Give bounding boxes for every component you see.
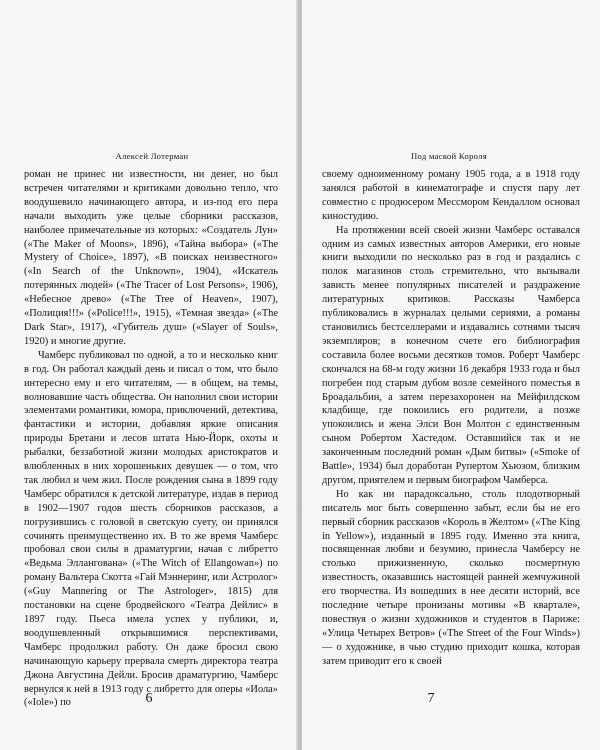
paragraph: роман не принес ни известности, ни денег, но был встречен читателями и критиками довольно тепло, что воодушевило начинающего автора, и из-под его пера начали выходить уже целые сборники рассказов, наиболее примечательные из которых: «Создатель Лун» («The Maker of Moons», 1896), «Тайна выбора» («The Mystery of Choice», 1897), «В поисках неизвестного» («In Search of the Unknown», 1904), «Искатель потерянных людей» («The Tracer of Lost Persons», 1906), «Небесное древо» («The Tree of Heaven», 1907), «Полиция!!!» («Police!!!», 1915), «Темная звезда» («The Dark Star», 1917), «Губитель душ» («Slayer of Souls», 1920) и многие другие. [24,169,278,347]
paragraph: На протяжении всей своей жизни Чамберс оставался одним из самых известных авторов Америки, его новые книги выходили по несколько раз в год и раздались с полок магазинов столь стремительно, что вызывали зависть менее популярных писателей и раздражение литературных критиков. Рассказы Чамберса публиковались в журналах целыми сериями, а романы становились бестселлерами и издавались сотнями тысяч экземпляров; в конечном счете его библиография составила более восьми десятков томов. Роберт Чамберс скончался на 68-м году жизни 16 декабря 1933 года и был погребен под старым дубом возле семейного поместья в Броадальбин, а затем перезахоронен на Мейфилдском кладбище, где покоились его родители, а позже упокоились и жена Элси Вон Молтон с единственным сыном Робертом Хастедом. Оставшийся так и не законченным последний роман «Дым битвы» («Smoke of Battle», 1934) был доработан Рупертом Хьюзом, близким другом, приятелем и первым биографом Чамберса. [322,224,580,486]
left-page-text [24,168,278,710]
running-head-left: Алексей Лотерман [115,151,189,161]
left-page [0,0,298,750]
right-page-text [322,168,580,669]
paragraph: Чамберс публиковал по одной, а то и несколько книг в год. Он работал каждый день и писал о том, что было интересно ему и его читателям, — в общем, на темы, волновавшие часть общества. Он наполнил свои истории элементами романтики, юмора, приключений, детектива, фантастики и истории, добавляя яркие описания природы Бретани и лесов штата Нью-Йорк, охоты и рыбалки, беззаботной жизни молодых аристократов и влюбленных в них хорошеньких девушек — о том, что так любил и чем жил. После рождения сына в 1899 году Чамберс обратился к детской литературе, издав в период в 1902—1907 годов шесть сборников рассказов, а погрузившись с головой в светскую суету, он принялся сочинять преимущественно их. В то же время Чамберс пробовал свои силы в драматургии, начав с либретто «Ведьма Эллангована» («The Witch of Ellangowan») по роману Вальтера Скотта «Гай Мэннеринг, или Астролог» («Guy Mannering or The Astrologer», 1815) для постановки на сцене бродвейского «Театра Дейлис» в 1897 году. Пьеса имела успех у публики, и, воодушевленный открывшимися перспективами, Чамберс продолжил работу. Он даже бросил свою начинающую карьеру прервала смерть директора театра Джона Августина Дейли. Бросив драматургию, Чамберс вернулся к ней в 1913 году с либретто для оперы «Иола» («Iole») по [24,349,278,709]
paragraph: своему одноименному роману 1905 года, а в 1918 году занялся работой в кинематографе и спустя пару лет совместно с продюсером Мессмором Кендаллом основал киностудию. [322,169,580,222]
page-number-left: 6 [145,691,153,706]
right-page [302,0,600,750]
paragraph: Но как ни парадоксально, столь плодотворный писатель мог быть совершенно забыт, если бы не его первый сборник рассказов «Король в Желтом» («The King in Yellow»), изданный в 1895 году. Именно эта книга, посвященная любви и безумию, принесла Чамберсу не столько прижизненную, сколько посмертную известность, оказавшись настоящей ранней жемчужиной его творчества. Из вошедших в нее десяти историй, все последние четыре пронизаны мотивы «В квартале», повествуя о жизни художников и студентов в Париже: «Улица Четырех Ветров» («The Street of the Four Winds») — о художнике, в чью студию приходит кошка, которая затем приводит его к своей [322,488,580,667]
page-number-right: 7 [427,691,435,706]
running-head-right: Под маской Короля [411,151,487,161]
